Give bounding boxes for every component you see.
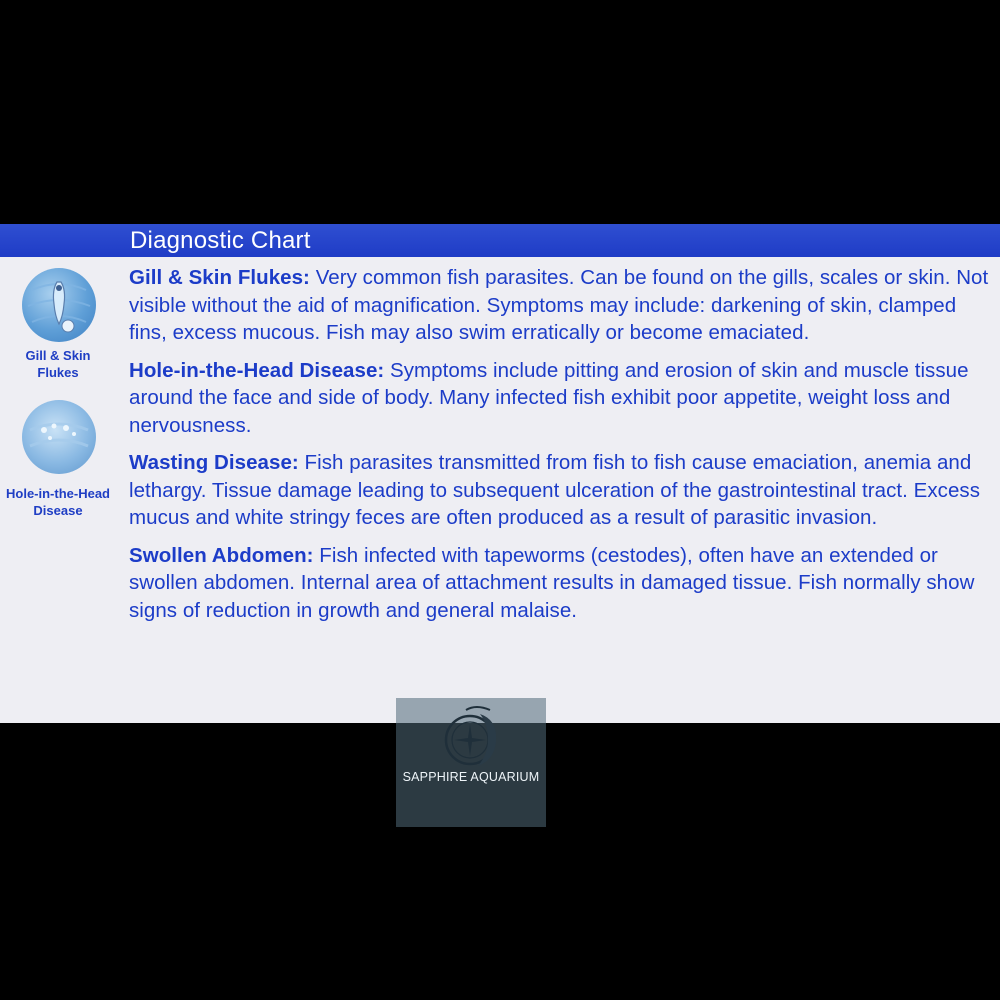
gill-skin-flukes-icon bbox=[22, 268, 96, 342]
disease-entries bbox=[129, 264, 997, 634]
entry-title: Wasting Disease: bbox=[129, 451, 299, 474]
entry-title: Hole-in-the-Head Disease: bbox=[129, 358, 385, 382]
entry-title: Swollen Abdomen: bbox=[129, 543, 314, 567]
hole-in-the-head-icon bbox=[22, 400, 96, 474]
page-title: Diagnostic Chart bbox=[130, 227, 311, 254]
entry-wasting-disease bbox=[129, 449, 997, 532]
watermark bbox=[396, 698, 546, 827]
hole-in-the-head-caption: Hole-in-the-Head Disease bbox=[6, 486, 110, 518]
fish-logo-icon bbox=[436, 702, 506, 772]
header-bar bbox=[0, 224, 1000, 257]
entry-text: Fish infected with tapeworms (cestodes), often have an extended or swollen abdomen. Internal area of attachment results in damaged tissue. Fish normally show signs of reduction in growth and general malaise. bbox=[129, 543, 975, 622]
icon-column bbox=[0, 224, 120, 723]
diagnostic-chart-panel bbox=[0, 224, 1000, 723]
gill-skin-flukes-caption: Gill & Skin Flukes bbox=[25, 348, 91, 380]
entry-text: Symptoms include pitting and erosion of skin and muscle tissue around the face and side of body. Many infected fish exhibit poor appetite, weight loss and nervousness. bbox=[129, 358, 969, 437]
entry-text: Fish parasites transmitted from fish to fish cause emaciation, anemia and lethargy. Tissue damage leading to subsequent ulceration of the gastrointestinal tract. Excess mucus and white stringy feces are often produced as a result of parasitic invasion. bbox=[129, 451, 981, 529]
entry-text: Very common fish parasites. Can be found on the gills, scales or skin. Not visible without the aid of magnification. Symptoms may include: darkening of skin, clamped fins, excess mucous. Fish may also swim erratically or become emaciated. bbox=[129, 266, 989, 344]
entry-swollen-abdomen bbox=[129, 542, 997, 625]
watermark-text: SAPPHIRE AQUARIUM bbox=[402, 770, 540, 784]
entry-title: Gill & Skin Flukes: bbox=[129, 266, 310, 289]
entry-gill-skin-flukes bbox=[129, 264, 997, 347]
entry-hole-in-the-head bbox=[129, 357, 997, 440]
